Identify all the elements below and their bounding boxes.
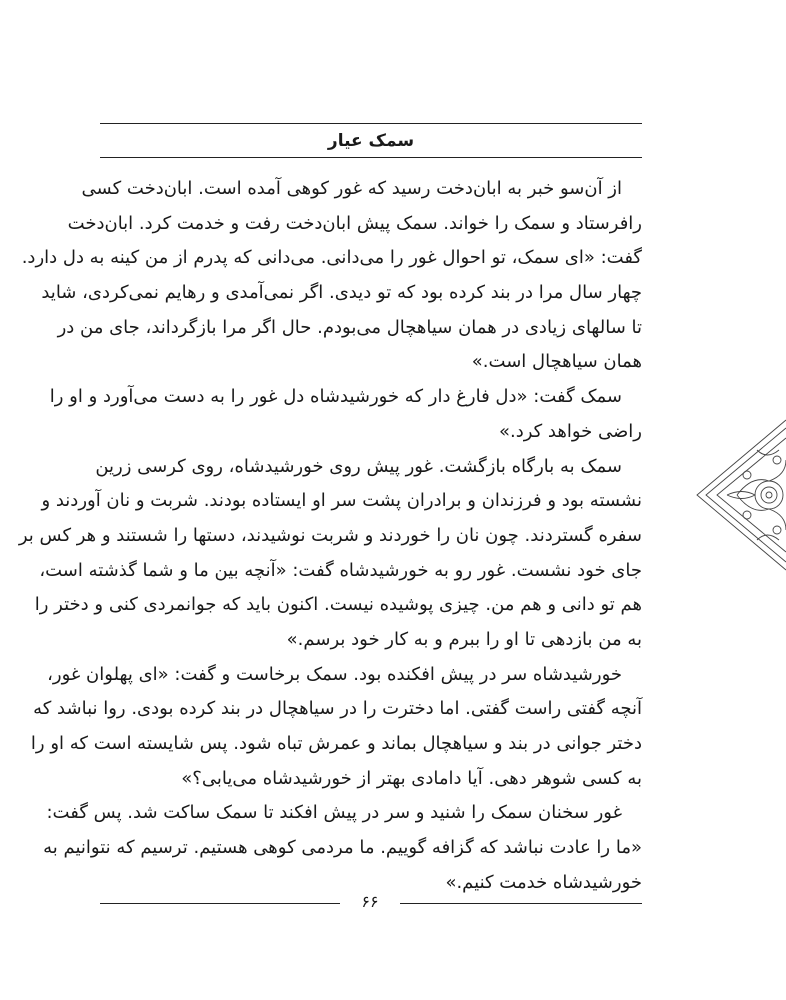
- text-line: «ما را عادت نباشد که گزافه گوییم. ما مردمی کوهی هستیم. ترسیم که نتوانیم به: [43, 837, 642, 859]
- text-line: سمک به بارگاه بازگشت. غور پیش روی خورشیدشاه، روی کرسی زرین: [95, 455, 622, 477]
- text-line: چهار سال مرا در بند کرده بود که تو دیدی. اگر نمی‌آمدی و رهایم نمی‌کردی، شاید: [41, 282, 642, 304]
- header-rule-bottom: [100, 157, 642, 158]
- footer-rule-right: [400, 903, 642, 904]
- text-line: گفت: «ای سمک، تو احوال غور را می‌دانی. می‌دانی که پدرم از من کینه به دل دارد.: [21, 247, 642, 269]
- running-head-title: سمک عیار: [327, 131, 415, 151]
- text-line: سمک گفت: «دل فارغ دار که خورشیدشاه دل غور را به دست می‌آورد و او را: [49, 386, 622, 408]
- text-line: هم تو دانی و هم من. چیزی پوشیده نیست. اکنون باید که جوانمردی کنی و دختر را: [34, 594, 642, 616]
- text-line: دختر جوانی در بند و سیاهچال بماند و عمرش تباه شود. پس شایسته است که او را: [30, 733, 642, 754]
- text-line: غور سخنان سمک را شنید و سر در پیش افکند تا سمک ساکت شد. پس گفت:: [46, 802, 622, 824]
- text-line: رافرستاد و سمک را خواند. سمک پیش ابان‌دخت رفت و خدمت کرد. ابان‌دخت: [67, 212, 642, 234]
- footer-rule-left: [100, 903, 340, 904]
- header-rule-top: [100, 123, 642, 124]
- text-line: خورشیدشاه سر در پیش افکنده بود. سمک برخاست و گفت: «ای پهلوان غور،: [47, 663, 622, 685]
- text-line: به کسی شوهر دهی. آیا دامادی بهتر از خورشیدشاه می‌یابی؟»: [181, 767, 642, 789]
- text-line: آنچه گفتی راست گفتی. اما دخترت را در سیاهچال در بند کرده بودی. روا نباشد که: [33, 698, 642, 720]
- text-line: به من بازدهی تا او را ببرم و به کار خود برسم.»: [286, 628, 642, 650]
- text-line: جای خود نشست. غور رو به خورشیدشاه گفت: «آنچه بین ما و شما گذشته است،: [39, 559, 642, 581]
- body-text: [18, 172, 642, 900]
- text-line: راضی خواهد کرد.»: [498, 420, 642, 442]
- text-line: خورشیدشاه خدمت کنیم.»: [445, 871, 642, 893]
- page-number: ۶۶: [361, 892, 379, 911]
- text-line: نشسته بود و فرزندان و برادران پشت سر او ایستاده بودند. شربت و نان آوردند و: [41, 490, 642, 512]
- text-line: همان سیاهچال است.»: [471, 351, 642, 373]
- text-line: سفره گستردند. چون نان را خوردند و شربت نوشیدند، دستها را شستند و هر کس بر: [18, 524, 642, 546]
- text-line: از آن‌سو خبر به ابان‌دخت رسید که غور کوهی آمده است. ابان‌دخت کسی: [81, 178, 622, 199]
- arabesque-ornament-icon: [697, 420, 786, 570]
- text-line: تا سالهای زیادی در همان سیاهچال می‌بودم. حال اگر مرا بازگرداند، جای من در: [57, 316, 642, 338]
